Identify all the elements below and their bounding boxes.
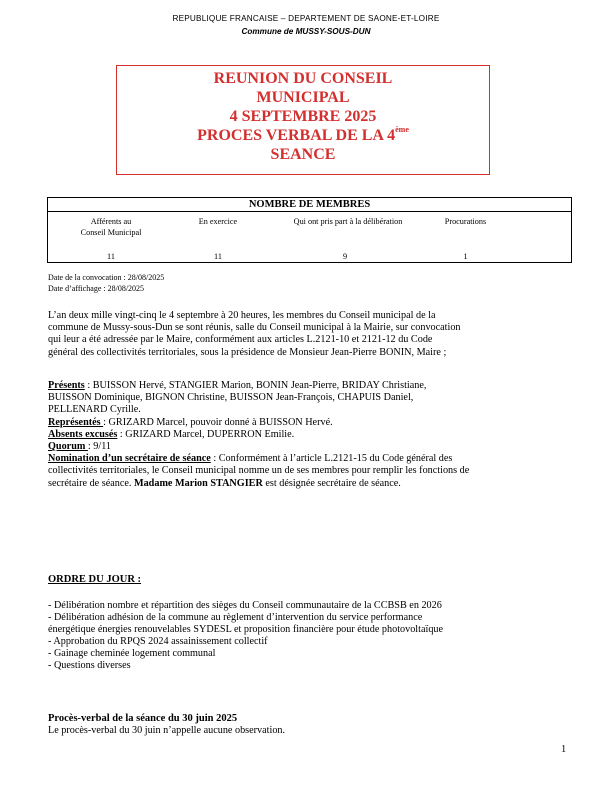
list-item: - Délibération nombre et répartition des sièges du Conseil communautaire de la CCBSB en 2026: [48, 600, 442, 611]
column-label: Qui ont pris part à la délibération: [293, 217, 403, 226]
secretaire-text: est désignée secrétaire de séance.: [262, 477, 401, 489]
list-item: - Gainage cheminée logement communal: [48, 648, 216, 660]
column-label: En exercice: [198, 217, 238, 226]
secretaire-line: collectivités territoriales, le Conseil municipal nomme un de ses membres pour remplir les fonctions de: [48, 465, 470, 477]
divider: [48, 211, 571, 212]
secretaire-name: Madame Marion STANGIER: [133, 477, 263, 489]
column-value: 1: [463, 252, 468, 261]
secretaire-line: [48, 478, 558, 490]
intro-line: qui leur a été adressée par le Maire, conformément aux articles L.2121-10 et 2121-12 du Code: [48, 334, 433, 346]
absents-line: [48, 429, 558, 441]
quorum-text: : 9/11: [87, 441, 112, 453]
title-box: [116, 65, 490, 175]
header-commune: Commune de MUSSY-SOUS-DUN: [241, 27, 371, 36]
intro-line: L’an deux mille vingt-cinq le 4 septembre à 20 heures, les membres du Conseil municipal de la: [48, 310, 436, 321]
presents-line: BUISSON Dominique, BIGNON Christine, BUISSON Jean-François, CHAPUIS Daniel,: [48, 392, 414, 404]
title-superscript: ème: [395, 125, 409, 134]
ordre-du-jour-list: [48, 600, 558, 673]
secretaire-text: secrétaire de séance.: [48, 477, 134, 489]
secretaire-line: [48, 453, 558, 465]
attendance-block: [48, 380, 558, 490]
presents-text: : BUISSON Hervé, STANGIER Marion, BONIN Jean-Pierre, BRIDAY Christiane,: [84, 380, 427, 391]
column-value: 11: [107, 252, 115, 261]
ordre-du-jour-heading: ORDRE DU JOUR :: [48, 574, 142, 585]
page-number: 1: [561, 744, 567, 755]
title-line: SEANCE: [270, 146, 336, 163]
intro-line: commune de Mussy-sous-Dun se sont réunis, salle du Conseil municipal à la Mairie, sur convocation: [48, 322, 461, 334]
members-column-deliberation: [273, 216, 423, 261]
presents-line: PELLENARD Cyrille.: [48, 404, 141, 416]
absents-label: Absents excusés: [48, 428, 118, 440]
quorum-label: Quorum: [48, 441, 88, 453]
title-line: MUNICIPAL: [256, 89, 350, 106]
header-republique: REPUBLIQUE FRANCAISE – DEPARTEMENT DE SAONE-ET-LOIRE: [172, 14, 440, 23]
column-label: Procurations: [444, 217, 487, 226]
members-table-title: NOMBRE DE MEMBRES: [248, 199, 371, 210]
title-line: [117, 126, 489, 145]
proces-verbal-heading: Procès-verbal de la séance du 30 juin 2025: [48, 713, 238, 724]
list-item: - Questions diverses: [48, 660, 131, 672]
list-item: - Délibération adhésion de la commune au règlement d’intervention du service performance: [48, 612, 423, 624]
list-item: énergétique énergies renouvelables SYDESL et proposition financière pour étude photovoltaïque: [48, 624, 444, 636]
title-line: REUNION DU CONSEIL: [213, 70, 393, 87]
intro-paragraph: [48, 310, 558, 359]
date-convocation: Date de la convocation : 28/08/2025: [48, 273, 165, 282]
secretaire-label: Nomination d’un secrétaire de séance: [48, 453, 211, 465]
absents-text: : GRIZARD Marcel, DUPERRON Emilie.: [117, 428, 295, 440]
dates-block: [48, 273, 164, 294]
column-value: 9: [342, 252, 348, 261]
intro-line: général des collectivités territoriales, sous la présidence de Monsieur Jean-Pierre BONIN, Maire ;: [48, 346, 447, 358]
column-value: 11: [214, 252, 222, 261]
column-label: Afférents au: [90, 217, 132, 226]
representes-line: [48, 417, 558, 429]
presents-label: Présents: [48, 380, 85, 391]
members-table: [47, 197, 572, 263]
column-label: Conseil Municipal: [80, 228, 142, 237]
representes-label: Représentés: [48, 416, 104, 428]
title-line: 4 SEPTEMBRE 2025: [229, 108, 377, 125]
presents-line: [48, 380, 558, 392]
members-column-exercice: [178, 216, 258, 261]
title-text: PROCES VERBAL DE LA 4: [197, 127, 396, 144]
quorum-line: [48, 441, 558, 453]
members-column-afferents: [56, 216, 166, 261]
list-item: - Approbation du RPQS 2024 assainissement collectif: [48, 636, 268, 648]
proces-verbal-text: Le procès-verbal du 30 juin n’appelle aucune observation.: [48, 725, 286, 736]
secretaire-text: : Conformément à l’article L.2121-15 du Code général des: [210, 453, 453, 465]
date-affichage: Date d’affichage : 28/08/2025: [48, 283, 145, 293]
members-column-procurations: [428, 216, 503, 261]
representes-text: : GRIZARD Marcel, pouvoir donné à BUISSON Hervé.: [103, 416, 333, 428]
